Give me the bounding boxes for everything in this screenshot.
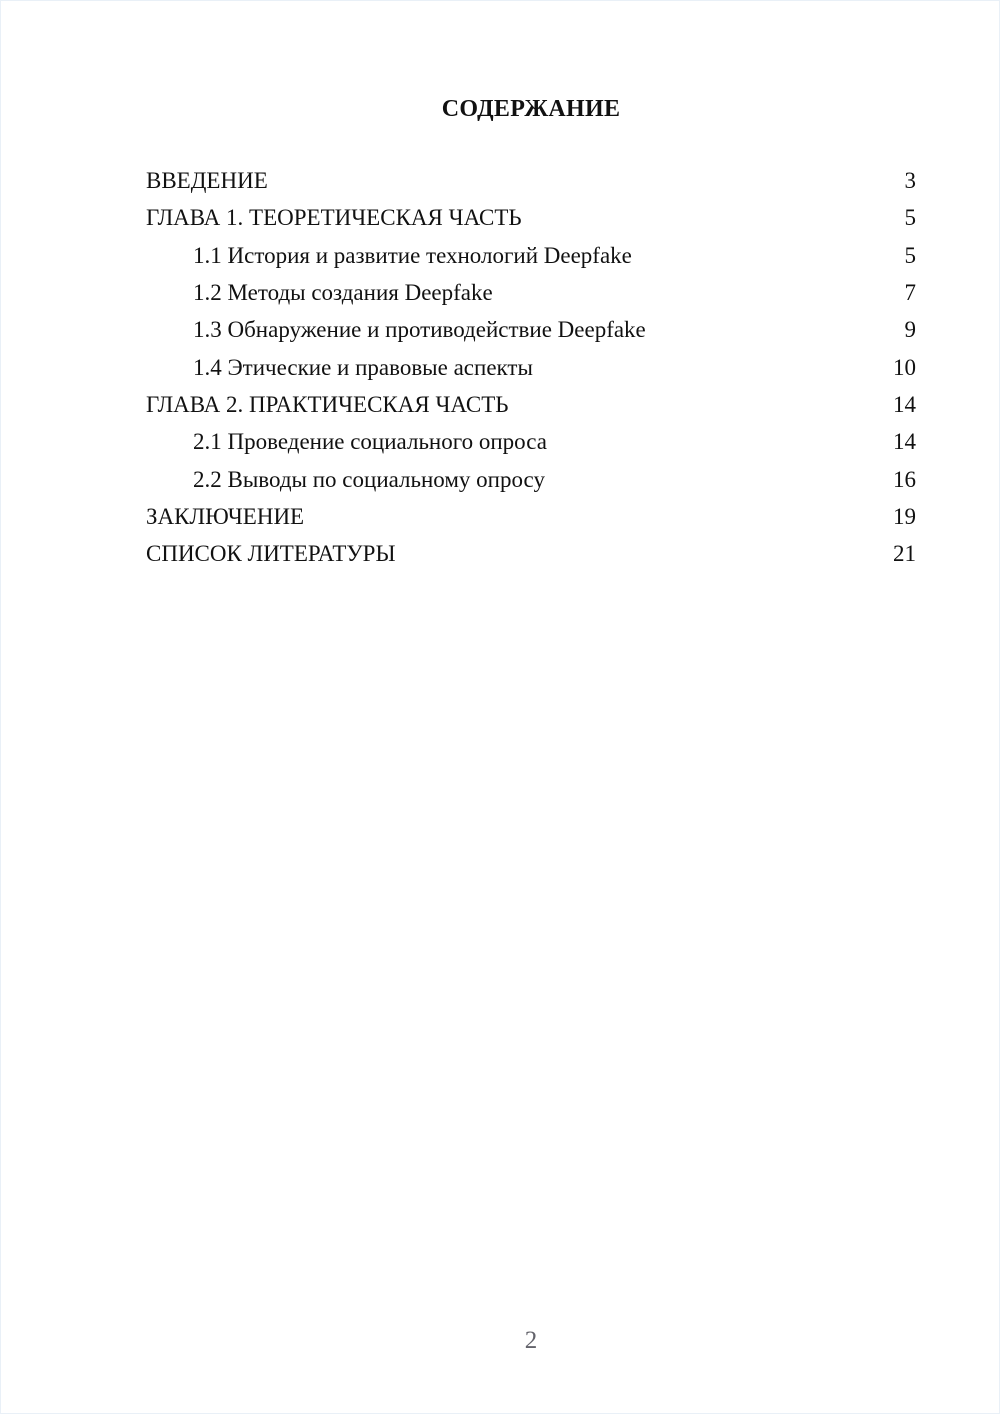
toc-entry: [146, 311, 916, 348]
toc-entry-label: 1.1 История и развитие технологий Deepfake: [193, 242, 632, 268]
toc-entry: [146, 199, 916, 236]
toc-entry: [146, 162, 916, 199]
toc-entry: [146, 498, 916, 535]
page-number-footer: 2: [524, 1327, 538, 1354]
toc-entry-label: 1.2 Методы создания Deepfake: [193, 280, 493, 306]
toc-entry-page: 5: [904, 242, 916, 268]
toc-entry-label: 1.4 Этические и правовые аспекты: [193, 354, 533, 380]
toc-entry-page: 19: [893, 504, 916, 530]
toc-entry: [146, 535, 916, 572]
toc-entry-page: 7: [904, 280, 916, 306]
toc-entry-page: 14: [893, 392, 916, 418]
toc-entry-page: 16: [893, 466, 916, 492]
toc-entry-label: ВВЕДЕНИЕ: [146, 168, 268, 193]
toc-entry: [146, 461, 916, 498]
toc-entry-page: 3: [904, 168, 916, 193]
toc-entry-label: 2.1 Проведение социального опроса: [193, 429, 547, 455]
toc-entry-page: 9: [904, 317, 916, 343]
toc-entry: [146, 386, 916, 423]
toc-entry-page: 14: [893, 429, 916, 455]
toc-entry-label: 2.2 Выводы по социальному опросу: [193, 466, 545, 492]
toc-title: СОДЕРЖАНИЕ: [441, 96, 621, 122]
toc-entry: [146, 349, 916, 386]
toc-entry-label: ЗАКЛЮЧЕНИЕ: [146, 504, 305, 530]
toc-entry-label: СПИСОК ЛИТЕРАТУРЫ: [146, 541, 396, 567]
toc-entry-page: 5: [904, 205, 916, 231]
toc-entry: [146, 274, 916, 311]
toc-entry-label: ГЛАВА 1. ТЕОРЕТИЧЕСКАЯ ЧАСТЬ: [146, 205, 522, 231]
toc-entry: [146, 237, 916, 274]
toc-entry: [146, 423, 916, 460]
table-of-contents: [146, 162, 916, 573]
toc-entry-label: ГЛАВА 2. ПРАКТИЧЕСКАЯ ЧАСТЬ: [146, 392, 509, 418]
toc-entry-page: 10: [893, 354, 916, 380]
toc-entry-page: 21: [893, 541, 916, 567]
toc-entry-label: 1.3 Обнаружение и противодействие Deepfake: [193, 317, 646, 343]
